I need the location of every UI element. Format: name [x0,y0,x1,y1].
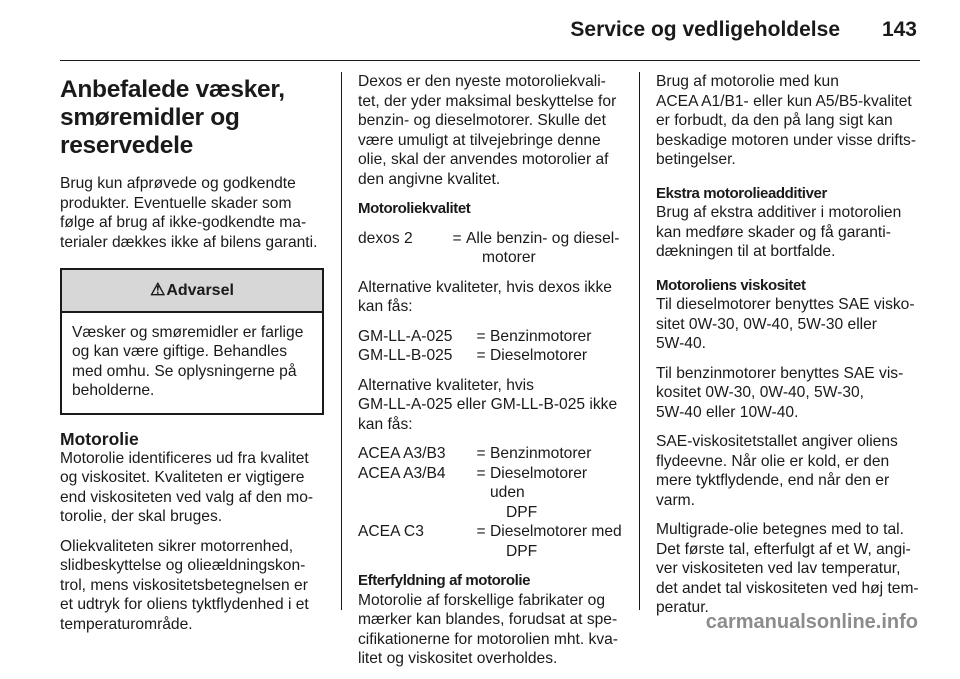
text-line: Til dieselmotorer benyttes SAE visko- [656,296,915,313]
text-line: produkter. Eventuelle skader som [60,194,292,212]
text-line: og kan være giftige. Behandles [72,343,287,360]
spec-equals: = [476,347,486,364]
text-line: det andet tal viskositeten ved høj tem- [656,579,919,597]
viskositet-paragraph-3 [656,432,922,510]
table-row [358,444,624,464]
section-title [60,76,324,160]
text-line: Dexos er den nyeste motoroliekvali- [358,73,606,90]
text-line: kositet 0W-30, 0W-40, 5W-30, [656,384,865,401]
gmll-table [358,327,591,366]
text-line: og viskositet. Kvaliteten er vigtigere [60,469,305,486]
text-line: Brug af ekstra additiver i motorolien [656,204,902,221]
header-title: Service og vedligeholdelse [570,18,840,41]
text-line: ver viskositeten ved lav temperatur, [656,560,901,577]
text-line: Dieselmotorer med [490,523,622,540]
text-line: temperaturområde. [60,615,193,633]
text-line: litet og viskositet overholdes. [358,650,558,667]
header-divider [60,60,920,61]
watermark: carmanualsonline.info [705,611,918,633]
warning-box [60,268,324,415]
column-divider-1 [341,72,342,610]
text-line: kan fås: [358,298,413,315]
text-line: Det første tal, efterfulgt af et W, angi- [656,540,911,558]
warning-header [62,270,322,313]
text-line: Brug af motorolie med kun [656,73,839,90]
spec-equals: = [476,523,486,540]
alternative-paragraph-1 [358,278,624,317]
kvalitet-heading: Motoroliekvalitet [358,200,471,217]
text-line: Til benzinmotorer benyttes SAE vis- [656,364,904,382]
alternative-paragraph-2 [358,376,624,435]
spec-key: GM-LL-B-025 [358,347,453,364]
text-line: olie, skal der anvendes motorolier af [358,151,609,168]
text-line: Alternative kvaliteter, hvis [358,376,534,394]
warning-triangle-icon: ⚠ [150,280,166,299]
viskositet-paragraph-4 [656,520,922,618]
acea-warning-paragraph [656,72,922,170]
text-line: benzin- og dieselmotorer. Skulle det [358,112,606,129]
efterfyldning-paragraph [358,591,624,669]
warning-body [62,313,322,413]
warning-heading: Advarsel [166,282,234,299]
text-line: beholderne. [72,382,155,399]
column-2 [358,72,624,679]
dexos-table [358,229,619,268]
motorolie-paragraph-2 [60,537,324,635]
spec-key: ACEA A3/B3 [358,445,446,462]
spec-equals: = [476,445,486,462]
text-line: kan medføre skader og få garanti- [656,223,891,241]
spec-value: Benzinmotorer [490,327,592,345]
text-line: beskadige motoren under visse drifts- [656,131,917,149]
text-line: ACEA A1/B1- eller kun A5/B5-kvalitet [656,92,912,110]
column-3 [656,72,922,628]
text-line: et udtryk for oliens tyktflydenhed i et [60,596,309,613]
text-line: mærker kan blandes, forudsat at spe- [358,611,618,628]
text-line: Motorolie af forskellige fabrikater og [358,591,606,609]
viskositet-heading: Motoroliens viskositet [656,276,806,294]
text-line: SAE-viskositetstallet angiver oliens [656,433,898,450]
intro-paragraph [60,174,324,252]
spec-key: GM-LL-A-025 [358,327,453,345]
viskositet-paragraph-2 [656,364,922,423]
text-line: Alternative kvaliteter, hvis dexos ikke [358,278,612,296]
spec-value [490,464,624,523]
text-line: dækningen til at bortfalde. [656,243,836,260]
text-line: Oliekvaliteten sikrer motorrenhed, [60,537,294,555]
text-line: den angivne kvalitet. [358,170,501,188]
table-row [358,522,624,561]
text-line: mere tyktflydende, end når den er [656,472,890,489]
text-line: er forbudt, da den på lang sigt kan [656,112,893,129]
text-line: slidbeskyttelse og olieældningskon- [60,557,306,574]
text-line: DPF [506,542,538,560]
text-line: betingelser. [656,151,736,168]
text-line: end viskositeten ved valg af den mo- [60,488,314,506]
motorolie-paragraph-1 [60,449,324,527]
text-line: cifikationerne for motorolien mht. kva- [358,630,618,648]
spec-key: ACEA C3 [358,523,424,540]
spec-equals: = [476,327,486,345]
spec-equals: = [452,229,462,247]
text-line: Væsker og smøremidler er farlige [72,323,304,341]
table-row [358,346,591,366]
spec-value: Dieselmotorer [490,347,588,364]
dexos-paragraph [358,72,624,189]
spec-key: dexos 2 [358,229,413,247]
additiv-paragraph [656,203,922,262]
text-line: Motorolie identificeres ud fra kvalitet [60,449,309,467]
text-line: torolie, der skal bruges. [60,508,223,525]
motorolie-heading: Motorolie [60,428,139,449]
text-line: Brug kun afprøvede og godkendte [60,175,296,192]
text-line: med omhu. Se oplysningerne på [72,362,297,380]
text-line: følge af brug af ikke-godkendte ma- [60,214,307,231]
text-line: peratur. [656,599,709,616]
text-line: DPF [506,503,538,521]
text-line: Dieselmotorer uden [490,464,588,501]
text-line: Alle benzin- og diesel- [466,229,620,247]
text-line: motorer [482,249,536,266]
page-number: 143 [881,18,917,41]
column-divider-2 [639,72,640,610]
text-line: kan fås: [358,415,413,433]
column-1 [60,72,324,644]
section-title-line: reservedele [60,132,193,159]
spec-value: Benzinmotorer [490,445,592,462]
text-line: Multigrade-olie betegnes med to tal. [656,521,904,538]
spec-key: ACEA A3/B4 [358,464,446,482]
efterfyldning-heading: Efterfyldning af motorolie [358,572,531,589]
viskositet-paragraph-1 [656,295,922,354]
table-row [358,229,619,268]
additiv-heading: Ekstra motorolieadditiver [656,184,827,202]
section-title-line: Anbefalede væsker, [60,76,285,103]
section-title-line: smøremidler og [60,104,240,131]
text-line: sitet 0W-30, 0W-40, 5W-30 eller [656,315,877,333]
text-line: flydeevne. Når olie er kold, er den [656,452,890,470]
text-line: tet, der yder maksimal beskyttelse for [358,92,617,110]
text-line: terialer dækkes ikke af bilens garanti. [60,233,318,251]
text-line: 5W-40. [656,335,706,352]
table-row [358,464,624,523]
text-line: trol, mens viskositetsbetegnelsen er [60,576,308,594]
text-line: 5W-40 eller 10W-40. [656,403,799,421]
text-line: GM-LL-A-025 eller GM-LL-B-025 ikke [358,396,618,413]
spec-equals: = [476,464,486,482]
text-line: varm. [656,491,695,509]
spec-value [490,522,624,561]
table-row [358,327,591,347]
acea-table [358,444,624,561]
spec-value [466,229,619,268]
text-line: være umuligt at tilvejebringe denne [358,131,601,149]
